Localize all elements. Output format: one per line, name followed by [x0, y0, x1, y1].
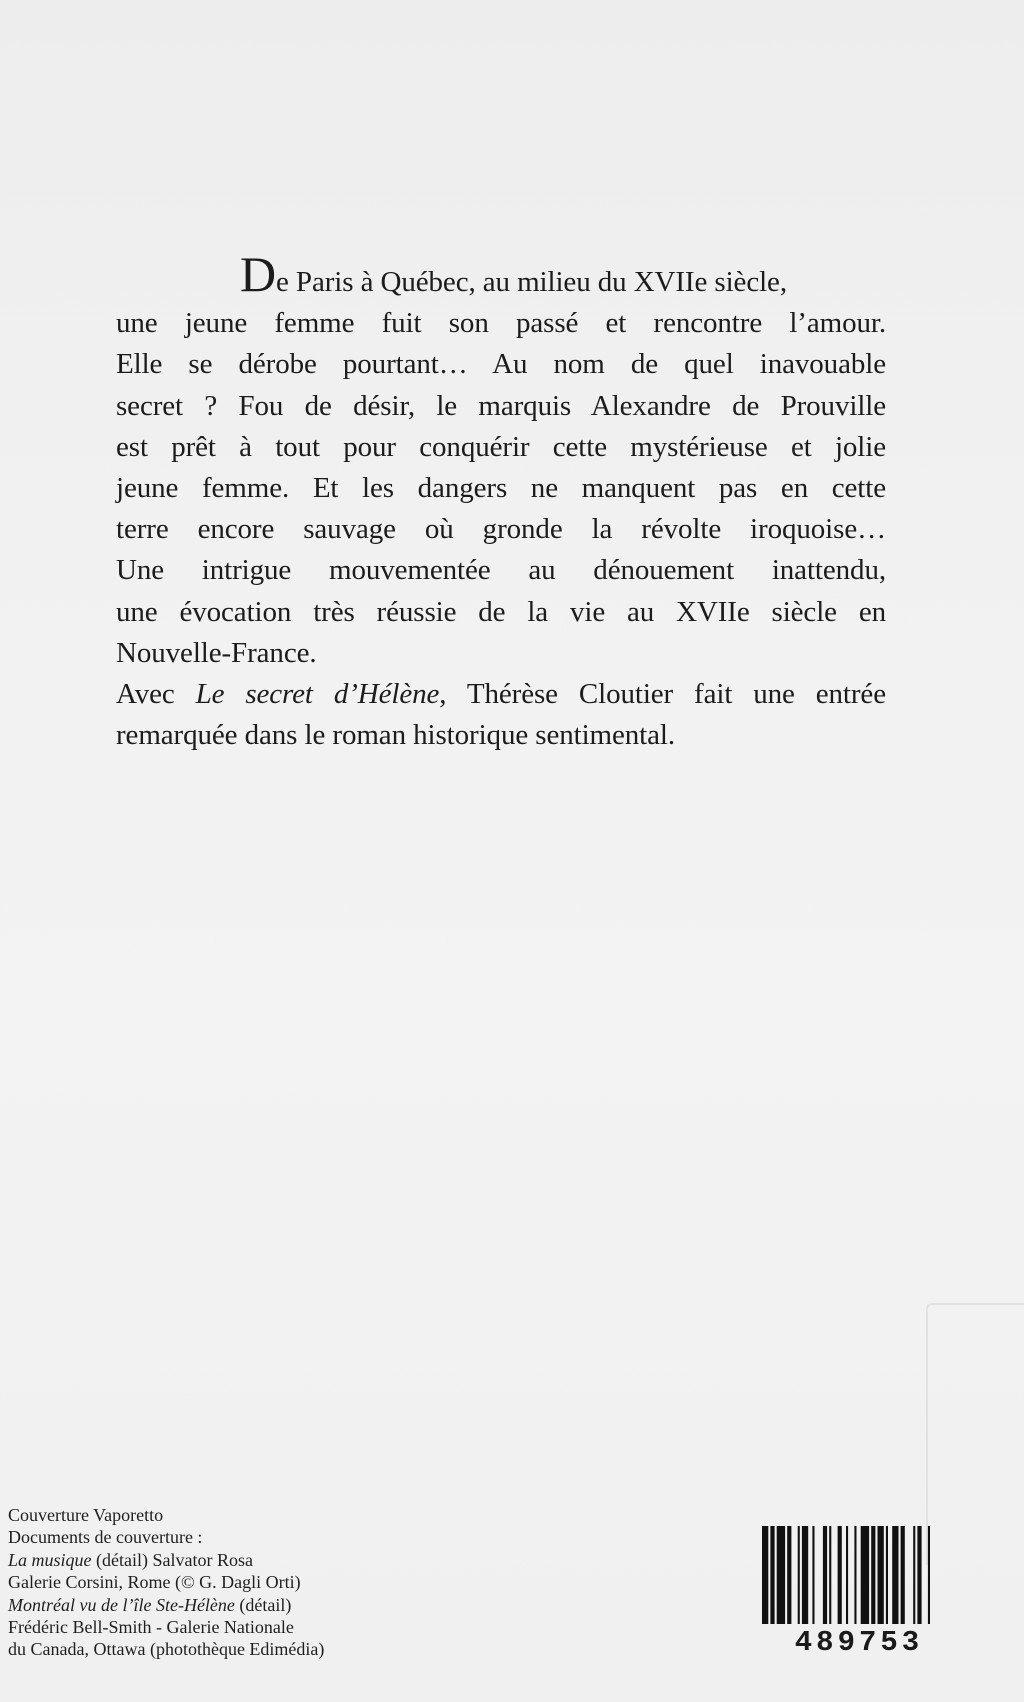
barcode-bar: [812, 1526, 814, 1624]
cover-credits: [8, 1504, 324, 1661]
drop-cap: D: [240, 246, 277, 302]
barcode-bar: [823, 1526, 827, 1624]
blurb-line: une jeune femme fuit son passé et rencontre l’amour.: [116, 307, 886, 340]
barcode-bar: [802, 1526, 808, 1624]
blurb-line: secret ? Fou de désir, le marquis Alexandre de Prouville: [116, 389, 886, 422]
barcode-bar: [787, 1526, 791, 1624]
barcode-bar: [770, 1526, 774, 1624]
blurb-text: [116, 246, 886, 756]
barcode-bar: [917, 1526, 921, 1624]
blurb-line: est prêt à tout pour conquérir cette mystérieuse et jolie: [116, 430, 886, 463]
credit-line: La musique (détail) Salvator Rosa: [8, 1549, 253, 1570]
blurb-line: Avec Le secret d’Hélène, Thérèse Cloutier fait une entrée: [116, 678, 886, 711]
barcode-bar: [762, 1526, 768, 1624]
barcode-bar: [928, 1526, 930, 1624]
barcode-bar: [913, 1526, 915, 1624]
blurb-line: De Paris à Québec, au milieu du XVIIe siècle,: [240, 246, 787, 302]
barcode-bar: [878, 1526, 884, 1624]
credit-line: Documents de couverture :: [8, 1527, 203, 1548]
barcode-bar: [861, 1526, 869, 1624]
barcode-bar: [798, 1526, 800, 1624]
barcode-bar: [871, 1526, 875, 1624]
barcode-bar: [854, 1526, 856, 1624]
barcode-number: 489753: [794, 1626, 924, 1659]
credit-line: Couverture Vaporetto: [8, 1505, 164, 1525]
credit-line: Frédéric Bell-Smith - Galerie Nationale: [8, 1617, 294, 1638]
barcode-bar: [777, 1526, 785, 1624]
credit-line: Galerie Corsini, Rome (© G. Dagli Orti): [8, 1572, 301, 1593]
blurb-line: terre encore sauvage où gronde la révolte iroquoise…: [116, 513, 886, 546]
barcode-bars: [760, 1526, 958, 1624]
blurb-line: Nouvelle-France.: [116, 636, 317, 669]
credit-line: Montréal vu de l’île Ste-Hélène (détail): [8, 1594, 292, 1615]
blurb-line: une évocation très réussie de la vie au XVIIe siècle en: [116, 595, 886, 628]
barcode-bar: [901, 1526, 905, 1624]
barcode: [760, 1526, 958, 1659]
credit-line: du Canada, Ottawa (photothèque Edimédia): [8, 1639, 325, 1660]
blurb-line: Une intrigue mouvementée au dénouement inattendu,: [116, 554, 886, 587]
barcode-bar: [892, 1526, 898, 1624]
book-title: Le secret d’Hélène: [195, 678, 440, 711]
blurb-line: Elle se dérobe pourtant… Au nom de quel inavouable: [116, 348, 886, 381]
barcode-bar: [829, 1526, 831, 1624]
blurb-line: remarquée dans le roman historique sentimental.: [116, 719, 676, 752]
blurb-line: jeune femme. Et les dangers ne manquent pas en cette: [116, 472, 886, 505]
barcode-bar: [838, 1526, 842, 1624]
barcode-bar: [886, 1526, 888, 1624]
barcode-bar: [846, 1526, 848, 1624]
